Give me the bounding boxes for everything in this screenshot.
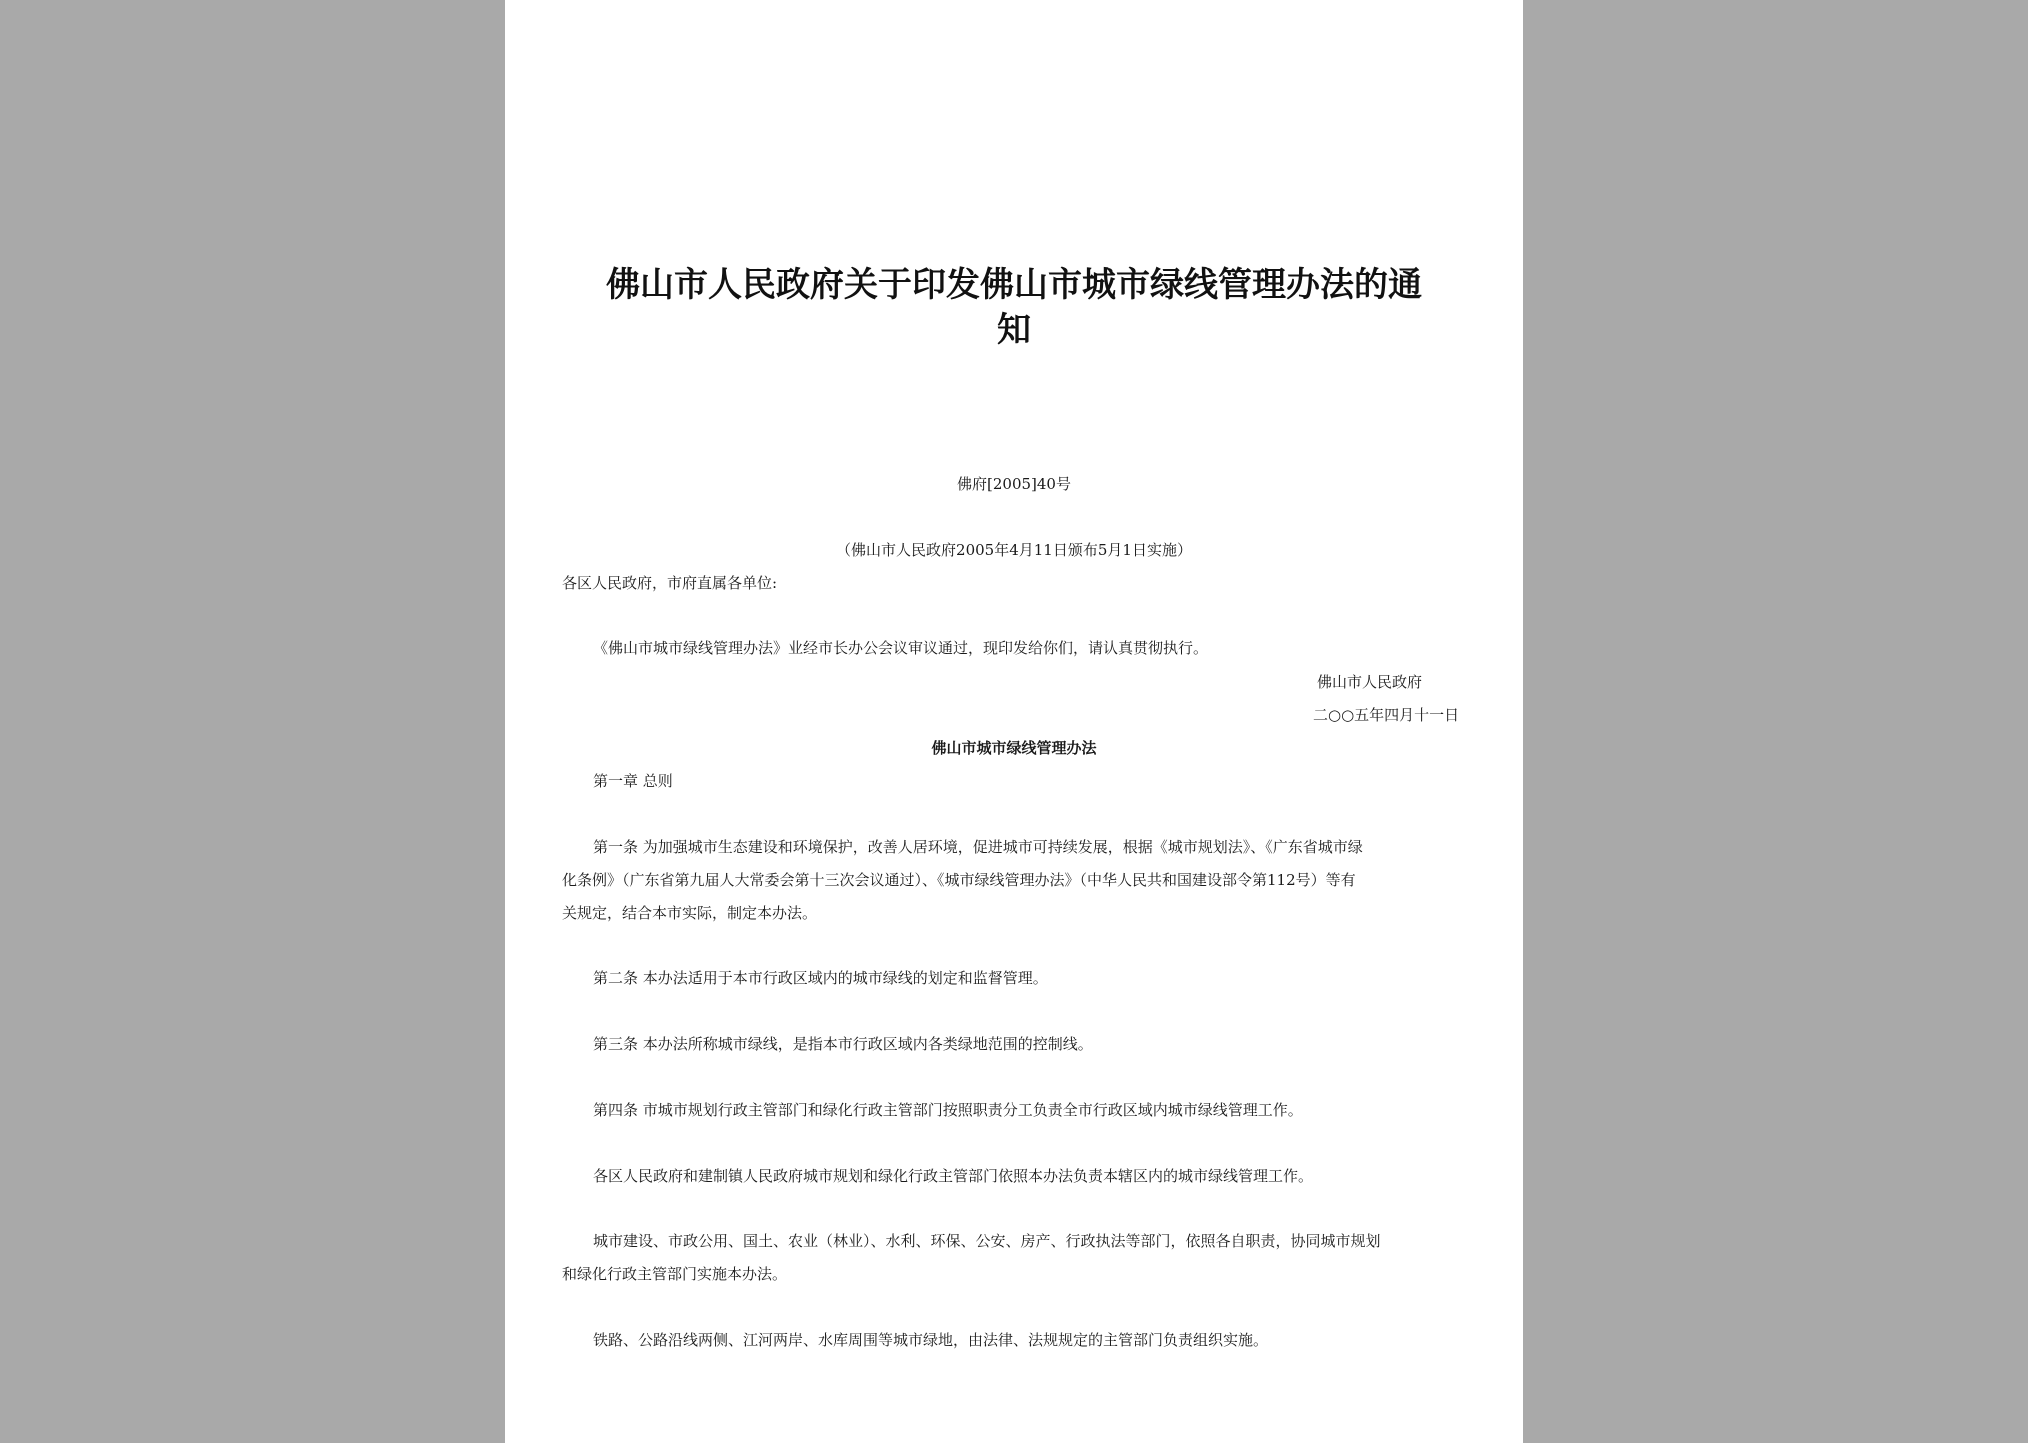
issue-note: （佛山市人民政府2005年4月11日颁布5月1日实施） [836, 541, 1192, 559]
article-4-paragraph-3-line-2: 和绿化行政主管部门实施本办法。 [562, 1265, 788, 1283]
article-3: 第三条 本办法所称城市绿线，是指本市行政区域内各类绿地范围的控制线。 [593, 1035, 1093, 1053]
article-2: 第二条 本办法适用于本市行政区域内的城市绿线的划定和监督管理。 [593, 969, 1048, 987]
document-title-line-2: 知 [997, 310, 1031, 350]
measures-title: 佛山市城市绿线管理办法 [931, 739, 1097, 757]
document-page [505, 0, 1523, 1443]
document-number: 佛府[2005]40号 [957, 475, 1071, 493]
article-4-paragraph-2: 各区人民政府和建制镇人民政府城市规划和绿化行政主管部门依照本办法负责本辖区内的城市绿线管理工作。 [593, 1167, 1314, 1185]
document-title-line-1: 佛山市人民政府关于印发佛山市城市绿线管理办法的通 [606, 265, 1422, 305]
article-4-paragraph-4: 铁路、公路沿线两侧、江河两岸、水库周围等城市绿地，由法律、法规规定的主管部门负责组织实施。 [593, 1331, 1269, 1349]
article-4-paragraph-3-line-1: 城市建设、市政公用、国土、农业（林业）、水利、环保、公安、房产、行政执法等部门，依照各自职责，协同城市规划 [593, 1232, 1381, 1250]
signature-date: 二○○五年四月十一日 [1313, 706, 1460, 724]
article-1-line-3: 关规定，结合本市实际，制定本办法。 [562, 904, 818, 922]
article-4: 第四条 市城市规划行政主管部门和绿化行政主管部门按照职责分工负责全市行政区域内城市绿线管理工作。 [593, 1101, 1303, 1119]
chapter-heading: 第一章 总则 [593, 772, 673, 790]
addressee: 各区人民政府，市府直属各单位: [562, 574, 778, 592]
signature-org: 佛山市人民政府 [1317, 673, 1423, 691]
notice-body: 《佛山市城市绿线管理办法》业经市长办公会议审议通过，现印发给你们，请认真贯彻执行。 [593, 639, 1209, 657]
article-1-line-1: 第一条 为加强城市生态建设和环境保护，改善人居环境，促进城市可持续发展，根据《城市规划法》、《广东省城市绿 [593, 838, 1363, 856]
article-1-line-2: 化条例》（广东省第九届人大常委会第十三次会议通过）、《城市绿线管理办法》（中华人民共和国建设部令第112号）等有 [562, 871, 1356, 889]
